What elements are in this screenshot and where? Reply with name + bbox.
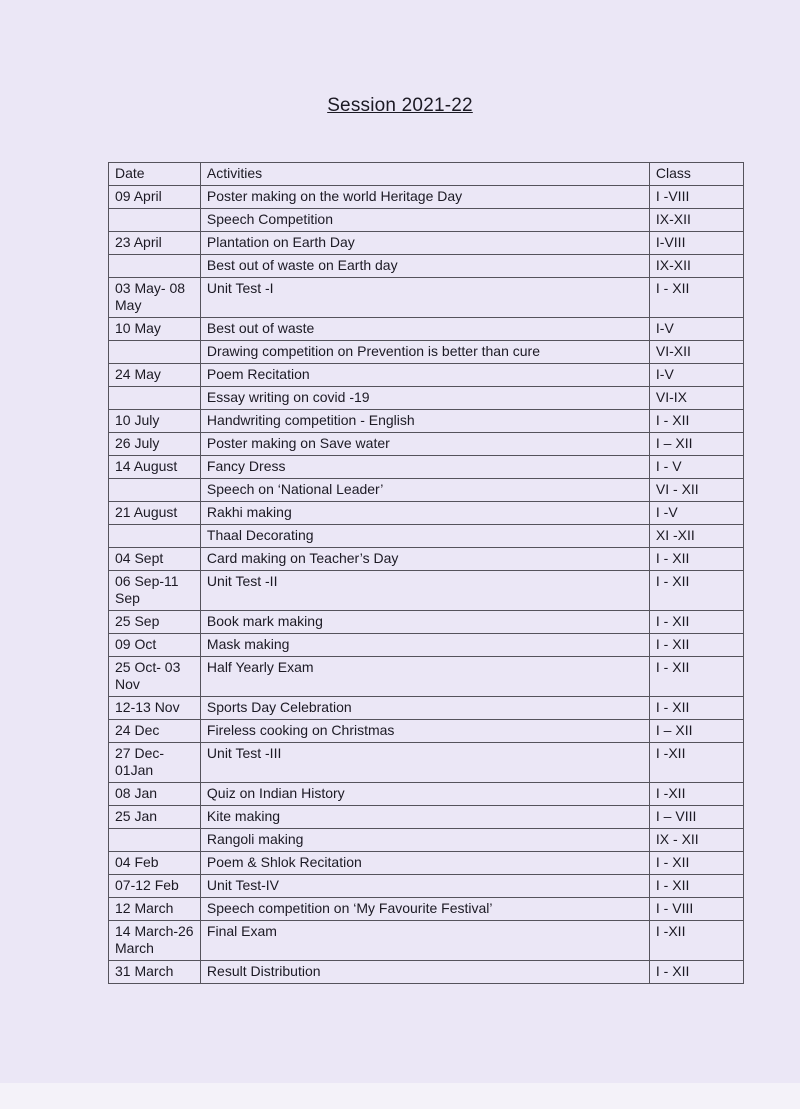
table-row bbox=[109, 720, 744, 743]
cell-date bbox=[109, 479, 201, 502]
table-header-row bbox=[109, 163, 744, 186]
cell-activity: Quiz on Indian History bbox=[200, 783, 649, 806]
scan-bottom-edge bbox=[0, 1083, 800, 1109]
cell-activity: Half Yearly Exam bbox=[200, 657, 649, 697]
cell-activity: Poster making on Save water bbox=[200, 433, 649, 456]
cell-date: 14 March-26 March bbox=[109, 921, 201, 961]
cell-activity: Poster making on the world Heritage Day bbox=[200, 186, 649, 209]
cell-activity: Speech on ‘National Leader’ bbox=[200, 479, 649, 502]
cell-class: IX - XII bbox=[649, 829, 743, 852]
cell-date: 14 August bbox=[109, 456, 201, 479]
cell-class: VI - XII bbox=[649, 479, 743, 502]
cell-date: 24 Dec bbox=[109, 720, 201, 743]
table-row bbox=[109, 657, 744, 697]
cell-activity: Poem Recitation bbox=[200, 364, 649, 387]
cell-date bbox=[109, 341, 201, 364]
cell-class: I-V bbox=[649, 364, 743, 387]
cell-activity: Best out of waste bbox=[200, 318, 649, 341]
cell-class: I – XII bbox=[649, 433, 743, 456]
table-row bbox=[109, 806, 744, 829]
cell-date: 25 Jan bbox=[109, 806, 201, 829]
cell-class: I-V bbox=[649, 318, 743, 341]
cell-date bbox=[109, 387, 201, 410]
cell-date: 31 March bbox=[109, 961, 201, 984]
cell-date bbox=[109, 209, 201, 232]
cell-activity: Handwriting competition - English bbox=[200, 410, 649, 433]
table-row bbox=[109, 898, 744, 921]
table-row bbox=[109, 278, 744, 318]
table-row bbox=[109, 548, 744, 571]
cell-activity: Plantation on Earth Day bbox=[200, 232, 649, 255]
table-row bbox=[109, 341, 744, 364]
table-row bbox=[109, 456, 744, 479]
table-row bbox=[109, 502, 744, 525]
cell-activity: Unit Test -III bbox=[200, 743, 649, 783]
table-row bbox=[109, 611, 744, 634]
cell-date: 06 Sep-11 Sep bbox=[109, 571, 201, 611]
cell-date: 27 Dec-01Jan bbox=[109, 743, 201, 783]
table-row bbox=[109, 875, 744, 898]
cell-date: 09 April bbox=[109, 186, 201, 209]
cell-activity: Essay writing on covid -19 bbox=[200, 387, 649, 410]
table-row bbox=[109, 852, 744, 875]
cell-activity: Fireless cooking on Christmas bbox=[200, 720, 649, 743]
cell-class: VI-IX bbox=[649, 387, 743, 410]
cell-date: 12 March bbox=[109, 898, 201, 921]
cell-date: 07-12 Feb bbox=[109, 875, 201, 898]
cell-date: 04 Feb bbox=[109, 852, 201, 875]
cell-class: I -XII bbox=[649, 921, 743, 961]
cell-activity: Speech Competition bbox=[200, 209, 649, 232]
table-row bbox=[109, 364, 744, 387]
cell-date: 10 July bbox=[109, 410, 201, 433]
cell-class: I – XII bbox=[649, 720, 743, 743]
cell-class: XI -XII bbox=[649, 525, 743, 548]
activity-schedule-table bbox=[108, 162, 744, 984]
cell-date: 03 May- 08 May bbox=[109, 278, 201, 318]
cell-activity: Kite making bbox=[200, 806, 649, 829]
cell-activity: Unit Test-IV bbox=[200, 875, 649, 898]
cell-activity: Thaal Decorating bbox=[200, 525, 649, 548]
cell-date: 08 Jan bbox=[109, 783, 201, 806]
cell-class: I -XII bbox=[649, 783, 743, 806]
table-row bbox=[109, 571, 744, 611]
cell-class: I - XII bbox=[649, 548, 743, 571]
cell-class: I -XII bbox=[649, 743, 743, 783]
header-class: Class bbox=[649, 163, 743, 186]
table-row bbox=[109, 209, 744, 232]
page-title: Session 2021-22 bbox=[327, 95, 473, 116]
table-row bbox=[109, 232, 744, 255]
table-row bbox=[109, 829, 744, 852]
cell-activity: Fancy Dress bbox=[200, 456, 649, 479]
cell-class: I-VIII bbox=[649, 232, 743, 255]
cell-class: I – VIII bbox=[649, 806, 743, 829]
cell-date: 21 August bbox=[109, 502, 201, 525]
cell-class: I - XII bbox=[649, 657, 743, 697]
cell-date bbox=[109, 525, 201, 548]
cell-date bbox=[109, 829, 201, 852]
table-row bbox=[109, 186, 744, 209]
table-row bbox=[109, 783, 744, 806]
cell-class: IX-XII bbox=[649, 209, 743, 232]
table-row bbox=[109, 479, 744, 502]
cell-class: I - XII bbox=[649, 875, 743, 898]
header-activities: Activities bbox=[200, 163, 649, 186]
cell-activity: Mask making bbox=[200, 634, 649, 657]
cell-class: I -V bbox=[649, 502, 743, 525]
cell-date: 25 Oct- 03 Nov bbox=[109, 657, 201, 697]
cell-activity: Rangoli making bbox=[200, 829, 649, 852]
cell-activity: Poem & Shlok Recitation bbox=[200, 852, 649, 875]
cell-date: 26 July bbox=[109, 433, 201, 456]
cell-class: I - XII bbox=[649, 634, 743, 657]
cell-activity: Unit Test -II bbox=[200, 571, 649, 611]
cell-date: 12-13 Nov bbox=[109, 697, 201, 720]
cell-class: I - V bbox=[649, 456, 743, 479]
table-row bbox=[109, 697, 744, 720]
table-row bbox=[109, 634, 744, 657]
cell-date: 23 April bbox=[109, 232, 201, 255]
cell-date: 04 Sept bbox=[109, 548, 201, 571]
cell-class: IX-XII bbox=[649, 255, 743, 278]
cell-class: I - XII bbox=[649, 410, 743, 433]
cell-class: I - XII bbox=[649, 278, 743, 318]
table-row bbox=[109, 410, 744, 433]
cell-date: 09 Oct bbox=[109, 634, 201, 657]
cell-activity: Drawing competition on Prevention is better than cure bbox=[200, 341, 649, 364]
table-row bbox=[109, 255, 744, 278]
header-date: Date bbox=[109, 163, 201, 186]
table-row bbox=[109, 921, 744, 961]
cell-class: I - XII bbox=[649, 571, 743, 611]
cell-class: I - XII bbox=[649, 697, 743, 720]
table-row bbox=[109, 743, 744, 783]
cell-activity: Book mark making bbox=[200, 611, 649, 634]
cell-activity: Speech competition on ‘My Favourite Festival’ bbox=[200, 898, 649, 921]
table-row bbox=[109, 525, 744, 548]
cell-activity: Best out of waste on Earth day bbox=[200, 255, 649, 278]
cell-activity: Unit Test -I bbox=[200, 278, 649, 318]
table-row bbox=[109, 387, 744, 410]
cell-date: 10 May bbox=[109, 318, 201, 341]
cell-class: VI-XII bbox=[649, 341, 743, 364]
cell-date bbox=[109, 255, 201, 278]
cell-class: I - XII bbox=[649, 961, 743, 984]
cell-class: I - XII bbox=[649, 611, 743, 634]
table-row bbox=[109, 433, 744, 456]
cell-activity: Result Distribution bbox=[200, 961, 649, 984]
cell-activity: Sports Day Celebration bbox=[200, 697, 649, 720]
cell-date: 24 May bbox=[109, 364, 201, 387]
cell-activity: Card making on Teacher’s Day bbox=[200, 548, 649, 571]
table-row bbox=[109, 318, 744, 341]
cell-class: I -VIII bbox=[649, 186, 743, 209]
cell-activity: Rakhi making bbox=[200, 502, 649, 525]
cell-class: I - XII bbox=[649, 852, 743, 875]
cell-activity: Final Exam bbox=[200, 921, 649, 961]
cell-class: I - VIII bbox=[649, 898, 743, 921]
table-row bbox=[109, 961, 744, 984]
cell-date: 25 Sep bbox=[109, 611, 201, 634]
